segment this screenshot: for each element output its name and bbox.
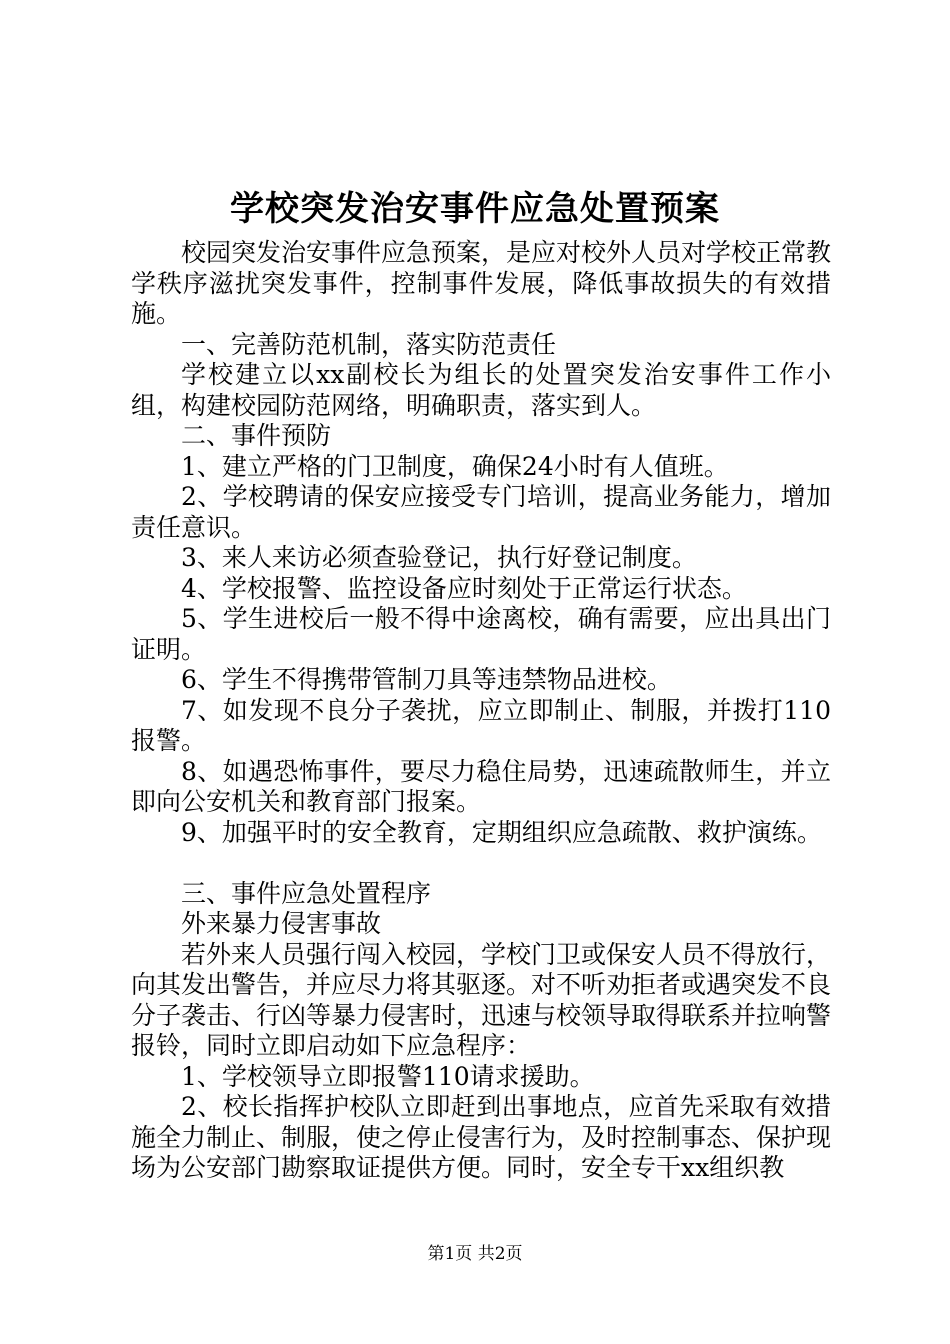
- list-item: 3、来人来访必须查验登记，执行好登记制度。: [181, 543, 697, 572]
- paragraph: 若外来人员强行闯入校园，学校门卫或保安人员不得放行，向其发出警告，并应尽力将其驱逐。对不听劝拒者或遇突发不良分子袭击、行凶等暴力侵害时，迅速与校领导取得联系并拉响警报铃，同时立即启动如下应急程序：: [131, 939, 832, 1060]
- page-footer: 第1页 共2页: [427, 1244, 523, 1264]
- list-item: 5、学生进校后一般不得中途离校，确有需要，应出具出门证明。: [131, 604, 831, 664]
- document-body: [131, 238, 831, 1184]
- paragraph: 学校建立以xx副校长为组长的处置突发治安事件工作小组，构建校园防范网络，明确职责，落实到人。: [131, 360, 831, 420]
- list-item: 9、加强平时的安全教育，定期组织应急疏散、救护演练。: [181, 817, 822, 847]
- list-item: 2、学校聘请的保安应接受专门培训，提高业务能力，增加责任意识。: [131, 482, 831, 542]
- list-item: 2、校长指挥护校队立即赶到出事地点，应首先采取有效措施全力制止、制服，使之停止侵害行为，及时控制事态、保护现场为公安部门勘察取证提供方便。同时，安全专干xx组织教: [131, 1092, 832, 1182]
- section-heading-1: 一、完善防范机制，落实防范责任: [181, 329, 557, 359]
- paragraph-intro: 校园突发治安事件应急预案，是应对校外人员对学校正常教学秩序滋扰突发事件，控制事件发展，降低事故损失的有效措施。: [131, 238, 832, 328]
- subsection-heading: 外来暴力侵害事故: [181, 909, 382, 938]
- document-title: 学校突发治安事件应急处置预案: [230, 189, 720, 229]
- list-item: 7、如发现不良分子袭扰，应立即制止、制服，并拨打110报警。: [131, 695, 831, 755]
- list-item: 6、学生不得携带管制刀具等违禁物品进校。: [181, 665, 672, 694]
- section-heading-3: 三、事件应急处置程序: [181, 878, 432, 908]
- list-item: 1、建立严格的门卫制度，确保24小时有人值班。: [181, 451, 729, 481]
- list-item: 1、学校领导立即报警110请求援助。: [181, 1061, 595, 1091]
- list-item: 8、如遇恐怖事件，要尽力稳住局势，迅速疏散师生，并立即向公安机关和教育部门报案。: [131, 756, 831, 816]
- list-item: 4、学校报警、监控设备应时刻处于正常运行状态。: [181, 573, 747, 603]
- section-heading-2: 二、事件预防: [181, 421, 332, 450]
